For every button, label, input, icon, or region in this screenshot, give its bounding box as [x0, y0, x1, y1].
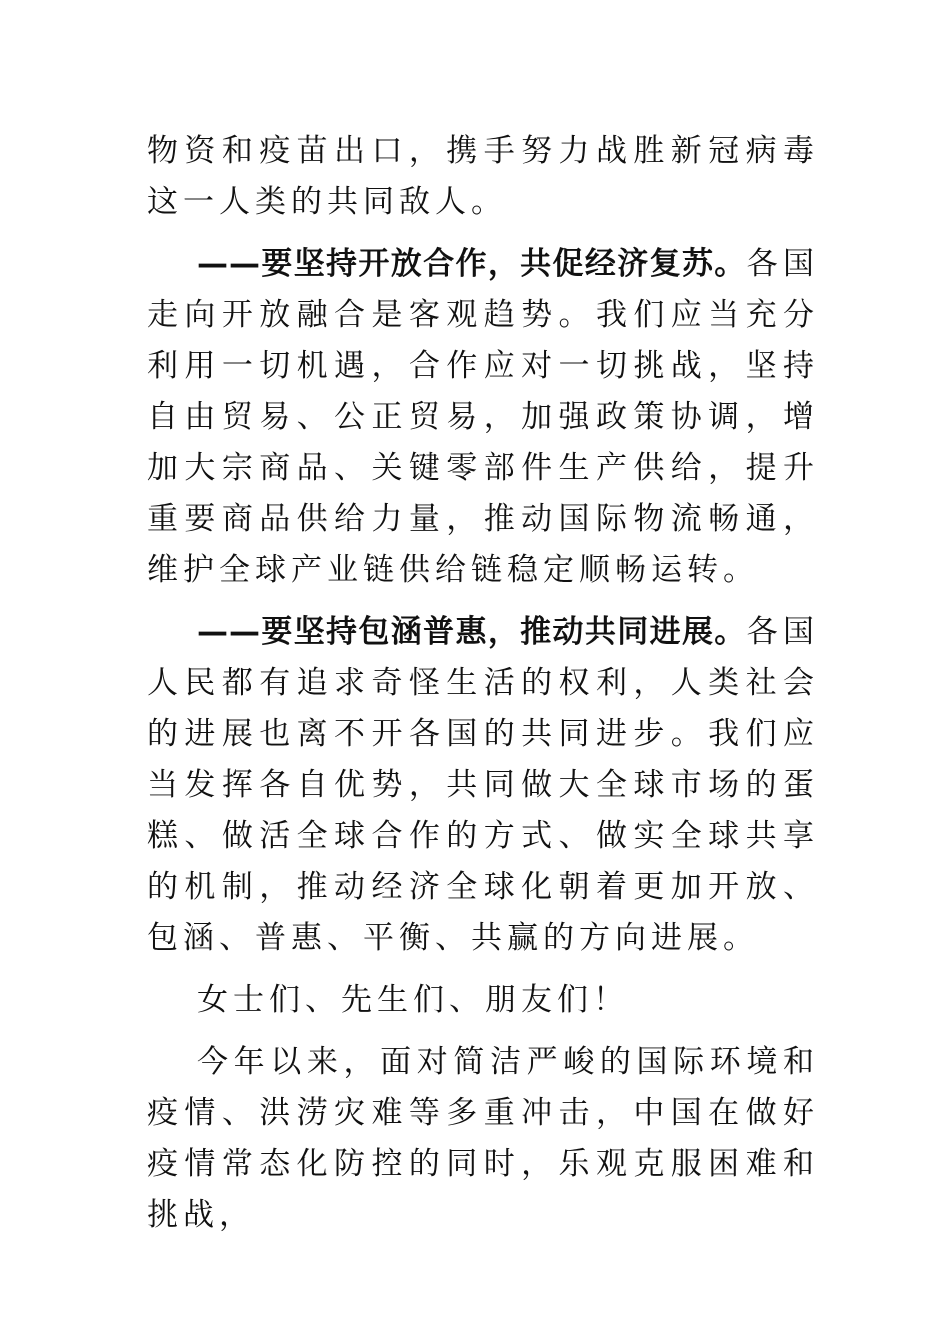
- paragraph-3-text: 各国人民都有追求奇怪生活的权利，人类社会的进展也离不开各国的共同进步。我们应当发挥各自优势，共同做大全球市场的蛋糕、做活全球合作的方式、做实全球共享的机制，推动经济全球化朝着更加开放、包涵、普惠、平衡、共赢的方向进展。: [147, 614, 820, 956]
- document-body: [147, 126, 819, 1241]
- paragraph-1-text: 物资和疫苗出口，携手努力战胜新冠病毒这一人类的共同敌人。: [147, 133, 819, 220]
- paragraph-3-heading: ——要坚持包涵普惠，推动共同进展。: [197, 614, 747, 650]
- paragraph-2-text: 各国走向开放融合是客观趋势。我们应当充分利用一切机遇，合作应对一切挑战，坚持自由贸易、公正贸易，加强政策协调，增加大宗商品、关键零部件生产供给，提升重要商品供给力量，推动国际物流畅通，维护全球产业链供给链稳定顺畅运转。: [147, 246, 820, 588]
- paragraph-3: [147, 607, 819, 964]
- paragraph-4: [147, 975, 819, 1026]
- paragraph-1: [147, 126, 819, 228]
- paragraph-5: [147, 1037, 819, 1241]
- paragraph-4-text: 女士们、先生们、朋友们！: [197, 982, 629, 1018]
- paragraph-2: [147, 239, 819, 596]
- paragraph-5-text: 今年以来，面对简洁严峻的国际环境和疫情、洪涝灾难等多重冲击，中国在做好疫情常态化防控的同时，乐观克服困难和挑战，: [147, 1044, 819, 1233]
- paragraph-2-heading: ——要坚持开放合作，共促经济复苏。: [197, 246, 747, 282]
